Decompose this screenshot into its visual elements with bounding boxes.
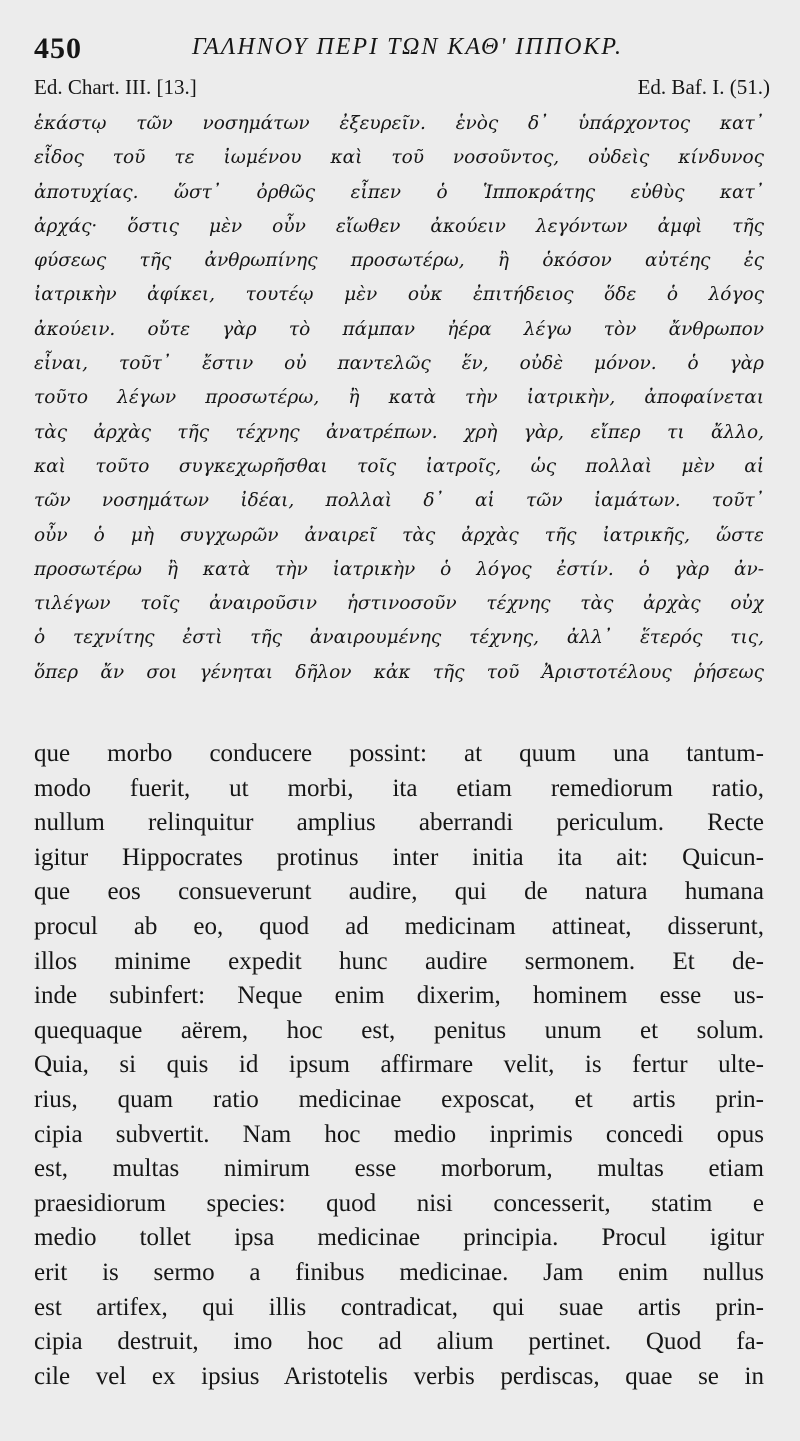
greek-text-line: οὖν ὁ μὴ συγχωρῶν ἀναιρεῖ τὰς ἀρχὰς τῆς ἰατρικῆς, ὥστε [34,524,764,546]
latin-text-line: cipia subvertit. Nam hoc medio inprimis concedi opus [34,1120,764,1148]
greek-text-line: εἶδος τοῦ τε ἰωμένου καὶ τοῦ νοσοῦντος, οὐδεὶς κίνδυνος [34,147,764,169]
greek-text-line: ὅπερ ἄν σοι γένηται δῆλον κἀκ τῆς τοῦ Ἀριστοτέλους ῥήσεως [34,661,764,683]
latin-text-line: cile vel ex ipsius Aristotelis verbis perdiscas, quae se in [34,1362,764,1390]
edition-references [34,75,770,103]
greek-text-line: τῶν νοσημάτων ἰδέαι, πολλαὶ δ᾽ αἱ τῶν ἰαμάτων. τοῦτ᾽ [34,490,764,512]
latin-text-line: praesidiorum species: quod nisi concesserit, statim e [34,1189,764,1217]
running-head: ΓΑΛΗΝΟΥ ΠΕΡΙ ΤΩΝ ΚΑΘ' ΙΠΠΟΚΡ. [192,34,624,60]
latin-text-line: quequaque aërem, hoc est, penitus unum et solum. [34,1016,764,1044]
greek-text-line: φύσεως τῆς ἀνθρωπίνης προσωτέρω, ἢ ὁκόσον αὐτέης ἐς [34,250,764,272]
greek-text-line: ἰατρικὴν ἀφίκει, τουτέῳ μὲν οὐκ ἐπιτήδειος ὅδε ὁ λόγος [34,284,764,306]
greek-text-line: τοῦτο λέγων προσωτέρω, ἢ κατὰ τὴν ἰατρικὴν, ἀποφαίνεται [34,387,764,409]
latin-text-line: erit is sermo a finibus medicinae. Jam enim nullus [34,1258,764,1286]
latin-text-line: modo fuerit, ut morbi, ita etiam remediorum ratio, [34,774,764,802]
greek-text-block [34,107,764,690]
greek-text-line: ἀποτυχίας. ὥστ᾽ ὀρθῶς εἶπεν ὁ Ἱπποκράτης εὐθὺς κατ᾽ [34,181,764,203]
greek-text-line: τὰς ἀρχὰς τῆς τέχνης ἀνατρέπων. χρὴ γὰρ, εἴπερ τι ἄλλο, [34,421,764,443]
page-header [34,30,764,64]
latin-text-line: procul ab eo, quod ad medicinam attineat, disserunt, [34,912,764,940]
greek-text-line: προσωτέρω ἢ κατὰ τὴν ἰατρικὴν ὁ λόγος ἐστίν. ὁ γὰρ ἀν- [34,558,764,580]
latin-text-line: que eos consueverunt audire, qui de natura humana [34,878,764,906]
greek-text-line: ἀρχάς· ὅστις μὲν οὖν εἴωθεν ἀκούειν λεγόντων ἀμφὶ τῆς [34,215,764,237]
edition-basel-reference: Ed. Baf. I. (51.) [637,75,770,99]
latin-text-line: cipia destruit, imo hoc ad alium pertinet. Quod fa- [34,1328,764,1356]
latin-text-line: est, multas nimirum esse morborum, multas etiam [34,1155,764,1183]
greek-text-line: καὶ τοῦτο συγκεχωρῆσθαι τοῖς ἰατροῖς, ὡς πολλαὶ μὲν αἱ [34,455,764,477]
latin-text-block [34,737,764,1394]
latin-text-line: que morbo conducere possint: at quum una tantum- [34,740,764,767]
latin-text-line: nullum relinquitur amplius aberrandi periculum. Recte [34,809,764,837]
page-number: 450 [34,32,82,65]
greek-text-line: ἀκούειν. οὔτε γὰρ τὸ πάμπαν ἠέρα λέγω τὸν ἄνθρωπον [34,318,764,340]
latin-text-line: igitur Hippocrates protinus inter initia ita ait: Quicun- [34,843,764,871]
greek-text-line: ὁ τεχνίτης ἐστὶ τῆς ἀναιρουμένης τέχνης, ἀλλ᾽ ἕτερός τις, [34,627,764,649]
latin-text-line: Quia, si quis id ipsum affirmare velit, is fertur ulte- [34,1051,764,1079]
greek-text-line: εἶναι, τοῦτ᾽ ἔστιν οὐ παντελῶς ἕν, οὐδὲ μόνον. ὁ γὰρ [34,353,764,375]
latin-text-line: medio tollet ipsa medicinae principia. Procul igitur [34,1224,764,1252]
latin-text-line: illos minime expedit hunc audire sermonem. Et de- [34,947,764,975]
latin-text-line: est artifex, qui illis contradicat, qui suae artis prin- [34,1293,764,1321]
latin-text-line: rius, quam ratio medicinae exposcat, et artis prin- [34,1085,764,1113]
edition-chartier-reference: Ed. Chart. III. [13.] [34,75,197,99]
greek-text-line: ἑκάστῳ τῶν νοσημάτων ἐξευρεῖν. ἑνὸς δ᾽ ὑπάρχοντος κατ᾽ [34,113,764,134]
greek-text-line: τιλέγων τοῖς ἀναιροῦσιν ἡστινοσοῦν τέχνης τὰς ἀρχὰς οὐχ [34,593,764,615]
latin-text-line: inde subinfert: Neque enim dixerim, hominem esse us- [34,982,764,1010]
